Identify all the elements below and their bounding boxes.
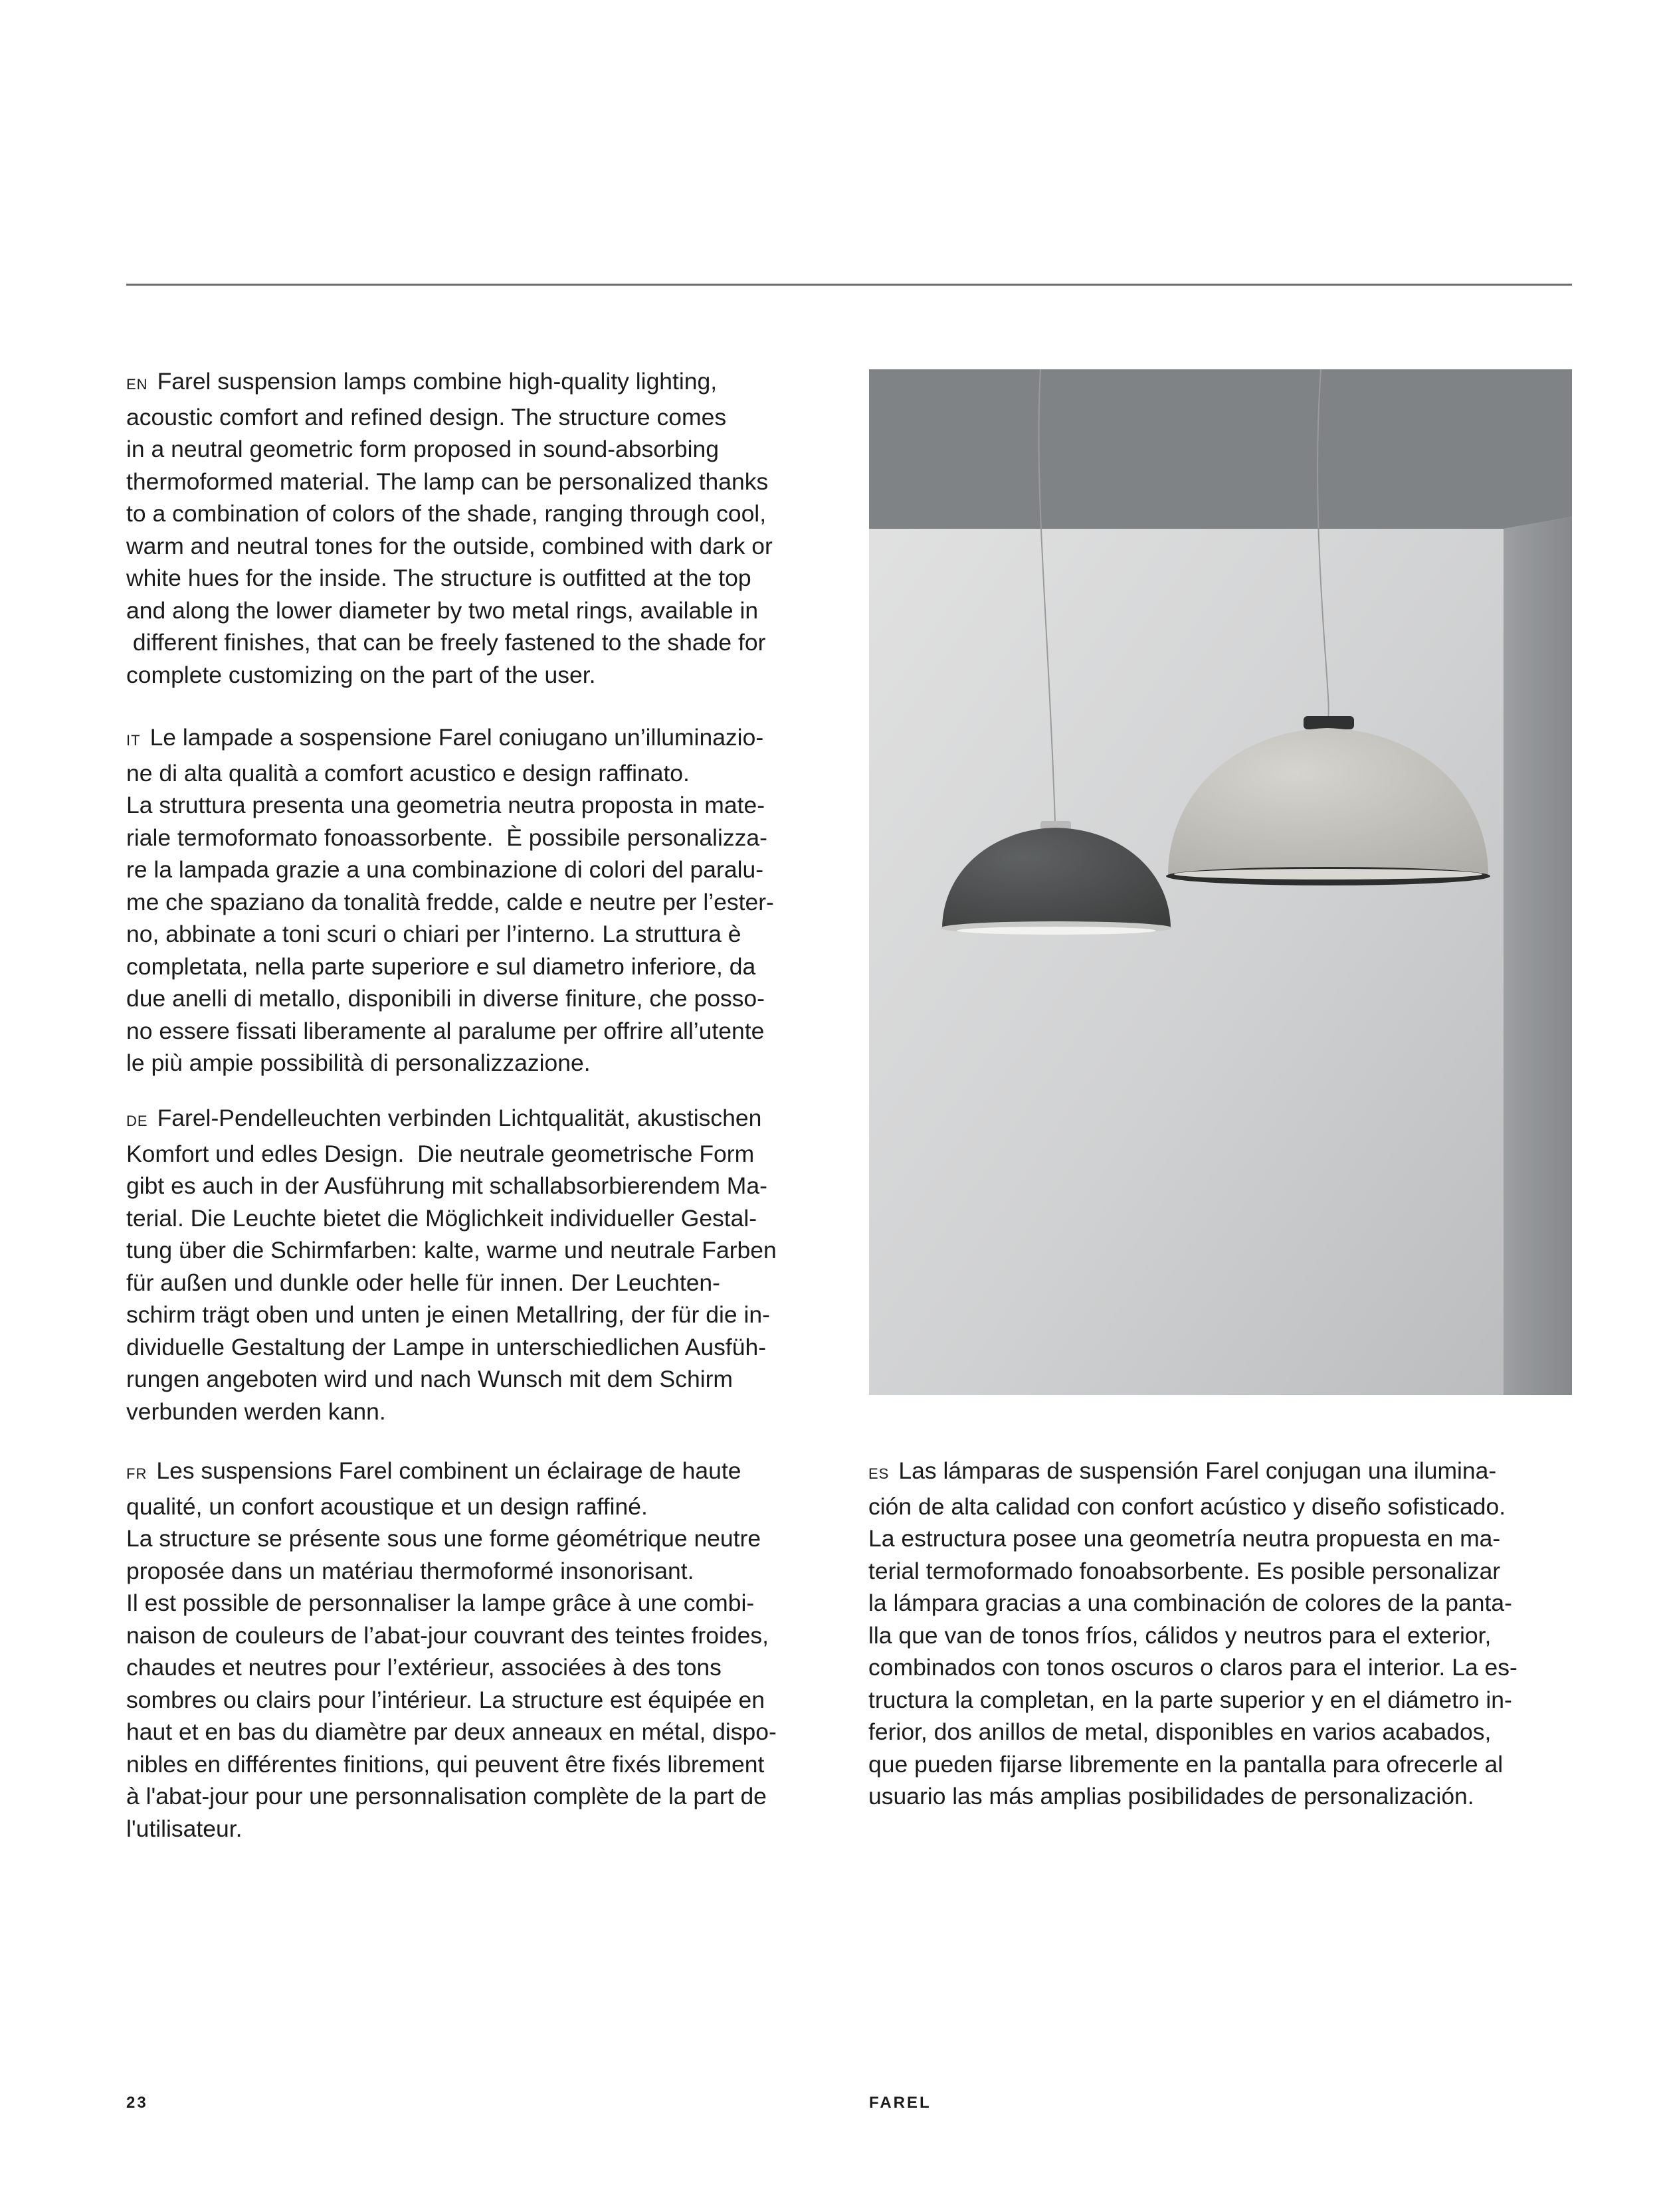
text-line <box>126 1651 777 1684</box>
line-text: in a neutral geometric form proposed in sound-absorbing <box>126 436 719 462</box>
paragraph-english <box>126 365 773 691</box>
text-line <box>126 757 774 790</box>
language-tag: ES <box>868 1465 890 1482</box>
text-line <box>126 982 774 1015</box>
line-text: ción de alta calidad con confort acústico y diseño sofisticado. <box>868 1493 1506 1520</box>
line-text: terial termoformado fonoabsorbente. Es posible personalizar <box>868 1557 1501 1584</box>
line-text: acoustic comfort and refined design. The structure comes <box>126 403 727 430</box>
text-line <box>868 1522 1517 1555</box>
text-line <box>868 1491 1517 1523</box>
line-text: no, abbinate a toni scuri o chiari per l’interno. La struttura è <box>126 921 741 947</box>
brand-name: FAREL <box>869 2094 931 2112</box>
text-line <box>126 530 773 563</box>
text-line <box>126 1234 777 1267</box>
text-line <box>126 659 773 691</box>
line-text: me che spaziano da tonalità fredde, calde e neutre per l’ester- <box>126 888 774 915</box>
line-text: tructura la completan, en la parte superior y en el diámetro in- <box>868 1686 1512 1713</box>
paragraph-french <box>126 1455 777 1845</box>
line-text: different finishes, that can be freely fastened to the shade for <box>126 629 766 656</box>
text-line <box>126 1267 777 1299</box>
line-text: naison de couleurs de l’abat-jour couvrant des teintes froides, <box>126 1621 769 1649</box>
line-text: la lámpara gracias a una combinación de colores de la panta- <box>868 1590 1512 1616</box>
text-line <box>868 1555 1517 1588</box>
line-text: für außen und dunkle oder helle für innen. Der Leuchten- <box>126 1269 721 1296</box>
text-line <box>868 1716 1517 1748</box>
line-text: warm and neutral tones for the outside, combined with dark or <box>126 532 773 559</box>
text-line <box>126 1102 777 1138</box>
line-text: re la lampada grazie a una combinazione di colori del paralu- <box>126 856 764 883</box>
line-text: La struttura presenta una geometria neutra proposta in mate- <box>126 792 765 818</box>
line-text: due anelli di metallo, disponibili in diverse finiture, che posso- <box>126 985 765 1012</box>
line-text: verbunden werden kann. <box>126 1398 386 1425</box>
paragraph-spanish <box>868 1455 1517 1813</box>
line-text: ferior, dos anillos de metal, disponibles en varios acabados, <box>868 1718 1492 1745</box>
line-text: no essere fissati liberamente al paralume per offrire all’utente <box>126 1017 765 1044</box>
line-text: Les suspensions Farel combinent un éclairage de haute <box>156 1457 741 1484</box>
line-text: ne di alta qualità a comfort acustico e design raffinato. <box>126 759 690 786</box>
line-text: nibles en différentes finitions, qui peuvent être fixés librement <box>126 1750 765 1778</box>
text-line <box>126 365 773 401</box>
line-text: white hues for the inside. The structure is outfitted at the top <box>126 565 751 591</box>
line-text: completata, nella parte superiore e sul diametro inferiore, da <box>126 953 756 980</box>
line-text: to a combination of colors of the shade, ranging through cool, <box>126 500 767 527</box>
text-line <box>126 1555 777 1588</box>
language-tag: IT <box>126 732 141 749</box>
text-line <box>126 1138 777 1170</box>
line-text: proposée dans un matériau thermoformé insonorisant. <box>126 1557 694 1584</box>
ceiling <box>869 369 1572 529</box>
language-tag: FR <box>126 1465 147 1482</box>
text-line <box>126 1455 777 1491</box>
text-line <box>868 1619 1517 1652</box>
text-line <box>126 1619 777 1652</box>
text-line <box>126 595 773 627</box>
line-text: chaudes et neutres pour l’extérieur, associées à des tons <box>126 1654 722 1681</box>
line-text: gibt es auch in der Ausführung mit schallabsorbierendem Ma- <box>126 1172 767 1199</box>
large-lamp-inner <box>1174 869 1482 879</box>
paragraph-german <box>126 1102 777 1428</box>
large-lamp-top-ring <box>1304 716 1354 729</box>
line-text: terial. Die Leuchte bietet die Möglichkeit individueller Gestal- <box>126 1204 757 1232</box>
text-line <box>126 1299 777 1331</box>
text-line <box>126 498 773 530</box>
product-photo <box>869 369 1572 1395</box>
line-text: sombres ou clairs pour l’intérieur. La structure est équipée en <box>126 1686 765 1713</box>
line-text: à l'abat-jour pour une personnalisation complète de la part de <box>126 1783 767 1809</box>
line-text: Il est possible de personnaliser la lampe grâce à une combi- <box>126 1590 755 1616</box>
text-line <box>126 1780 777 1813</box>
text-line <box>126 1587 777 1619</box>
text-line <box>126 1396 777 1428</box>
line-text: Le lampade a sospensione Farel coniugano un’illuminazio- <box>149 724 764 751</box>
line-text: combinados con tonos oscuros o claros para el interior. La es- <box>868 1654 1517 1681</box>
text-line <box>868 1651 1517 1684</box>
line-text: and along the lower diameter by two metal rings, available in <box>126 597 759 624</box>
text-line <box>126 854 774 886</box>
text-line <box>126 822 774 854</box>
text-line <box>868 1780 1517 1813</box>
line-text: qualité, un confort acoustique et un design raffiné. <box>126 1493 648 1520</box>
line-text: dividuelle Gestaltung der Lampe in unterschiedlichen Ausfüh- <box>126 1333 767 1360</box>
text-line <box>126 433 773 466</box>
text-line <box>126 1015 774 1048</box>
text-line <box>126 1170 777 1202</box>
text-line <box>868 1748 1517 1781</box>
side-wall <box>1504 517 1572 1395</box>
text-line <box>126 1331 777 1364</box>
text-line <box>126 1522 777 1555</box>
line-text: tung über die Schirmfarben: kalte, warme und neutrale Farben <box>126 1237 777 1263</box>
header-divider <box>126 284 1572 286</box>
text-line <box>868 1455 1517 1491</box>
line-text: Farel-Pendelleuchten verbinden Lichtqualität, akustischen <box>157 1105 762 1131</box>
text-line <box>126 951 774 983</box>
text-line <box>126 1363 777 1396</box>
text-line <box>126 918 774 951</box>
text-line <box>126 1684 777 1716</box>
text-line <box>126 1491 777 1523</box>
line-text: lla que van de tonos fríos, cálidos y neutros para el exterior, <box>868 1621 1492 1649</box>
line-text: riale termoformato fonoassorbente. È possibile personalizza- <box>126 824 767 851</box>
text-line <box>126 1748 777 1781</box>
text-line <box>126 1202 777 1235</box>
line-text: complete customizing on the part of the user. <box>126 661 596 688</box>
text-line <box>868 1684 1517 1716</box>
text-line <box>868 1587 1517 1619</box>
language-tag: EN <box>126 376 148 393</box>
text-line <box>126 886 774 919</box>
line-text: La estructura posee una geometría neutra propuesta en ma- <box>868 1525 1501 1552</box>
text-line <box>126 1047 774 1079</box>
line-text: thermoformed material. The lamp can be personalized thanks <box>126 468 769 495</box>
line-text: l'utilisateur. <box>126 1815 243 1842</box>
language-tag: DE <box>126 1113 148 1129</box>
text-line <box>126 466 773 498</box>
text-line <box>126 1813 777 1845</box>
page-number: 23 <box>126 2094 148 2112</box>
text-line <box>126 401 773 434</box>
line-text: le più ampie possibilità di personalizzazione. <box>126 1050 591 1076</box>
line-text: haut et en bas du diamètre par deux anneaux en métal, dispo- <box>126 1718 777 1745</box>
line-text: rungen angeboten wird und nach Wunsch mit dem Schirm <box>126 1366 733 1392</box>
line-text: usuario las más amplias posibilidades de personalización. <box>868 1783 1474 1809</box>
paragraph-italian <box>126 721 774 1079</box>
line-text: que pueden fijarse libremente en la pantalla para ofrecerle al <box>868 1750 1504 1778</box>
line-text: Komfort und edles Design. Die neutrale geometrische Form <box>126 1140 755 1167</box>
text-line <box>126 1716 777 1748</box>
line-text: Las lámparas de suspensión Farel conjugan una ilumina- <box>898 1457 1497 1484</box>
small-lamp-inner <box>957 927 1156 935</box>
line-text: Farel suspension lamps combine high-quality lighting, <box>157 368 718 395</box>
text-line <box>126 626 773 659</box>
text-line <box>126 562 773 595</box>
text-line <box>126 789 774 822</box>
text-line <box>126 721 774 757</box>
line-text: La structure se présente sous une forme géométrique neutre <box>126 1525 761 1552</box>
line-text: schirm trägt oben und unten je einen Metallring, der für die in- <box>126 1301 770 1328</box>
